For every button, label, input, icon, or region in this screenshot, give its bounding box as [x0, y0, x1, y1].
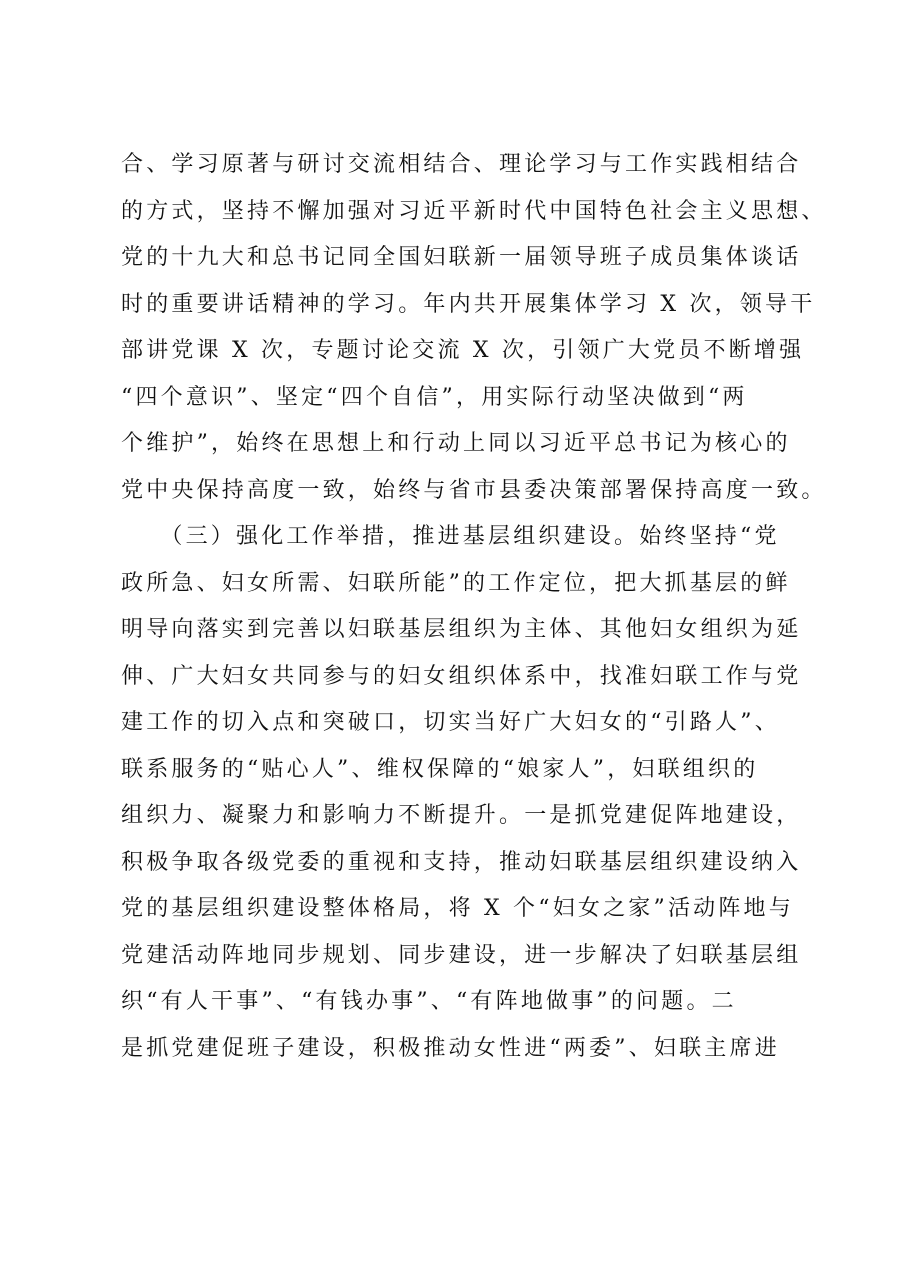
- text-line: “四个意识”、坚定“四个自信”，用实际行动坚决做到“两: [121, 384, 748, 410]
- text-line: 积极争取各级党委的重视和支持，推动妇联基层组织建设纳入: [121, 849, 802, 875]
- text-line: 党的基层组织建设整体格局，将 X 个“妇女之家”活动阵地与: [121, 896, 794, 921]
- text-line: 个维护”，始终在思想上和行动上同以习近平总书记为核心的: [121, 431, 791, 456]
- text-line: 党中央保持高度一致，始终与省市县委决策部署保持高度一致。: [121, 477, 827, 503]
- text-line: 时的重要讲话精神的学习。年内共开展集体学习 X 次，领导干: [121, 291, 816, 317]
- text-line: 织“有人干事”、“有钱办事”、“有阵地做事”的问题。二: [121, 989, 737, 1014]
- text-line: 明导向落实到完善以妇联基层组织为主体、其他妇女组织为延: [121, 617, 802, 642]
- text-line: 政所急、妇女所需、妇联所能”的工作定位，把大抓基层的鲜: [121, 570, 791, 596]
- text-line: 组织力、凝聚力和影响力不断提升。一是抓党建促阵地建设，: [121, 803, 802, 828]
- text-line: 的方式，坚持不懈加强对习近平新时代中国特色社会主义思想、: [121, 198, 827, 224]
- text-line: 伸、广大妇女共同参与的妇女组织体系中，找准妇联工作与党: [121, 663, 802, 689]
- text-line: 联系服务的“贴心人”、维权保障的“娘家人”，妇联组织的: [121, 756, 759, 782]
- text-line: 党建活动阵地同步规划、同步建设，进一步解决了妇联基层组: [121, 942, 802, 968]
- text-line: 是抓党建促班子建设，积极推动女性进“两委”、妇联主席进: [121, 1035, 780, 1061]
- text-line: （三）强化工作举措，推进基层组织建设。始终坚持“党: [121, 524, 780, 549]
- text-line: 党的十九大和总书记同全国妇联新一届领导班子成员集体谈话: [121, 245, 802, 270]
- body-text: [121, 142, 827, 1072]
- text-line: 合、学习原著与研讨交流相结合、理论学习与工作实践相结合: [121, 152, 802, 177]
- text-line: 部讲党课 X 次，专题讨论交流 X 次，引领广大党员不断增强: [121, 338, 805, 363]
- text-line: 建工作的切入点和突破口，切实当好广大妇女的“引路人”、: [121, 710, 780, 735]
